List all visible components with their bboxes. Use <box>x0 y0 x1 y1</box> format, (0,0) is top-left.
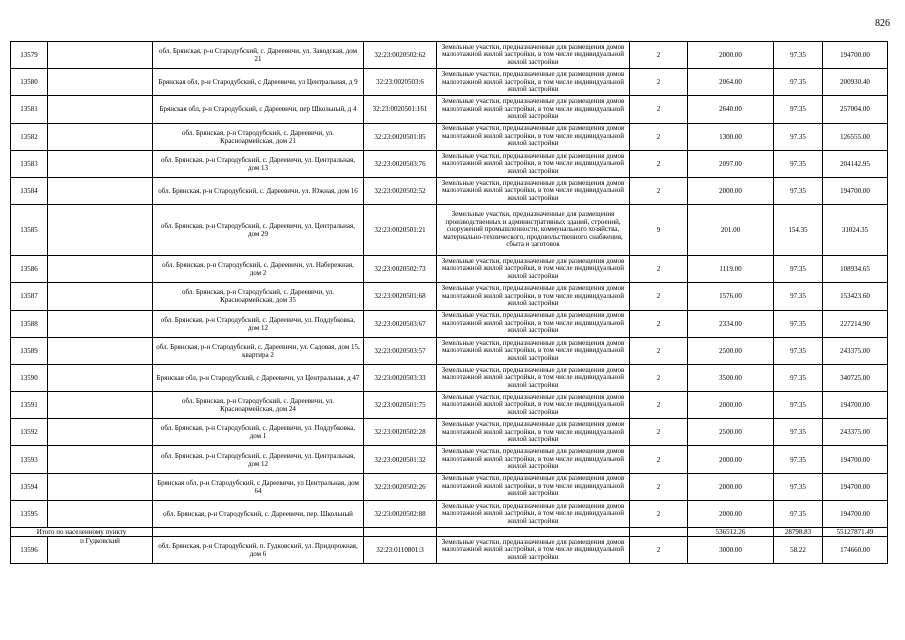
cadastral-number-cell: 32:23:0020503:33 <box>364 364 437 391</box>
area-cell: 2500.00 <box>688 337 774 364</box>
purpose-cell: Земельные участки, предназначенные для размещения домов малоэтажной жилой застройки, в том числе индивидуальной жилой застройки <box>437 473 630 500</box>
group-cell: 2 <box>630 96 688 123</box>
table-row <box>11 177 888 204</box>
table-row <box>11 283 888 310</box>
table-row <box>11 96 888 123</box>
area-cell: 2640.00 <box>688 96 774 123</box>
cadastral-value-cell: 153423.60 <box>823 283 888 310</box>
table-row <box>11 256 888 283</box>
area-cell: 2000.00 <box>688 473 774 500</box>
rate-cell: 97.35 <box>774 42 823 69</box>
area-cell: 2097.00 <box>688 150 774 177</box>
group-cell: 2 <box>630 150 688 177</box>
blank-cell <box>437 528 630 537</box>
table-row <box>11 364 888 391</box>
group-cell: 2 <box>630 473 688 500</box>
cadastral-number-cell: 32:23:0020502:88 <box>364 500 437 527</box>
blank-cell <box>48 283 153 310</box>
rate-cell: 97.35 <box>774 150 823 177</box>
purpose-cell: Земельные участки, предназначенные для размещения домов малоэтажной жилой застройки, в том числе индивидуальной жилой застройки <box>437 177 630 204</box>
area-cell: 2000.00 <box>688 500 774 527</box>
address-cell: обл. Брянская, р-н Стародубский, с. Дареевичи, ул. Поддубковка, дом 12 <box>153 310 364 337</box>
blank-cell <box>48 96 153 123</box>
group-cell: 2 <box>630 446 688 473</box>
cadastral-number-cell: 32:23:0020501:68 <box>364 283 437 310</box>
group-cell: 2 <box>630 283 688 310</box>
cadastral-number-cell: 32:23:0020502:52 <box>364 177 437 204</box>
group-cell: 2 <box>630 537 688 564</box>
address-cell: обл. Брянская, р-н Стародубский, с. Дареевичи, ул. Красноармейская, дом 24 <box>153 392 364 419</box>
record-number-cell: 13587 <box>11 283 48 310</box>
area-cell: 2000.00 <box>688 446 774 473</box>
cadastral-number-cell: 32:23:0020501:161 <box>364 96 437 123</box>
cadastral-value-cell: 194700.00 <box>823 500 888 527</box>
group-cell: 2 <box>630 500 688 527</box>
table-row <box>11 205 888 256</box>
group-cell: 2 <box>630 310 688 337</box>
address-cell: обл. Брянская, р-н Стародубский, с. Дареевичи, пер. Школьный <box>153 500 364 527</box>
area-cell: 3500.00 <box>688 364 774 391</box>
cadastral-value-cell: 194700.00 <box>823 446 888 473</box>
address-cell: обл. Брянская, р-н Стародубский, с. Дареевичи, ул. Садовая, дом 15, квартира 2 <box>153 337 364 364</box>
address-cell: обл. Брянская, р-н Стародубский, с. Дареевичи, ул. Южная, дом 16 <box>153 177 364 204</box>
total-value-cell: 55127871.49 <box>823 528 888 537</box>
table-row <box>11 473 888 500</box>
blank-cell <box>48 256 153 283</box>
record-number-cell: 13596 <box>11 537 48 564</box>
rate-cell: 97.35 <box>774 419 823 446</box>
purpose-cell: Земельные участки, предназначенные для размещения домов малоэтажной жилой застройки, в том числе индивидуальной жилой застройки <box>437 96 630 123</box>
table-row <box>11 310 888 337</box>
cadastral-number-cell: 32:23:0020502:73 <box>364 256 437 283</box>
record-number-cell: 13591 <box>11 392 48 419</box>
purpose-cell: Земельные участки, предназначенные для размещения домов малоэтажной жилой застройки, в том числе индивидуальной жилой застройки <box>437 419 630 446</box>
record-number-cell: 13581 <box>11 96 48 123</box>
area-cell: 3000.00 <box>688 537 774 564</box>
rate-cell: 154.35 <box>774 205 823 256</box>
cadastral-number-cell: 32:23:0020501:32 <box>364 446 437 473</box>
cadastral-value-cell: 31024.35 <box>823 205 888 256</box>
record-number-cell: 13583 <box>11 150 48 177</box>
rate-cell: 97.35 <box>774 392 823 419</box>
area-cell: 2064.00 <box>688 69 774 96</box>
record-number-cell: 13593 <box>11 446 48 473</box>
group-cell: 2 <box>630 364 688 391</box>
address-cell: обл. Брянская, р-н Стародубский, с. Дареевичи, ул. Набережная, дом 2 <box>153 256 364 283</box>
purpose-cell: Земельные участки, предназначенные для размещения домов малоэтажной жилой застройки, в том числе индивидуальной жилой застройки <box>437 123 630 150</box>
purpose-cell: Земельные участки, предназначенные для размещения домов малоэтажной жилой застройки, в том числе индивидуальной жилой застройки <box>437 283 630 310</box>
address-cell: Брянская обл, р-н Стародубский, с Дареевичи, пер Школьный, д 4 <box>153 96 364 123</box>
group-cell: 2 <box>630 123 688 150</box>
cadastral-value-cell: 174660.00 <box>823 537 888 564</box>
blank-cell <box>48 205 153 256</box>
rate-cell: 97.35 <box>774 123 823 150</box>
rate-cell: 97.35 <box>774 473 823 500</box>
rate-cell: 97.35 <box>774 96 823 123</box>
address-cell: Брянская обл, р-н Стародубский, с Дареевичи, ул Центральная, дом 64 <box>153 473 364 500</box>
rate-cell: 97.35 <box>774 310 823 337</box>
cadastral-value-cell: 243375.00 <box>823 419 888 446</box>
table-row <box>11 42 888 69</box>
record-number-cell: 13588 <box>11 310 48 337</box>
address-cell: Брянская обл, р-н Стародубский, с Дареевичи, ул Центральная, д 9 <box>153 69 364 96</box>
group-cell: 2 <box>630 392 688 419</box>
cadastral-value-cell: 340725.00 <box>823 364 888 391</box>
group-cell: 9 <box>630 205 688 256</box>
purpose-cell: Земельные участки, предназначенные для размещения домов малоэтажной жилой застройки, в том числе индивидуальной жилой застройки <box>437 42 630 69</box>
blank-cell <box>48 446 153 473</box>
address-cell: обл. Брянская, р-н Стародубский, с. Дареевичи, ул. Поддубковка, дом 1 <box>153 419 364 446</box>
cadastral-number-cell: 32:23:0020501:21 <box>364 205 437 256</box>
address-cell: Брянская обл, р-н Стародубский, с Дареевичи, ул Центральная, д 47 <box>153 364 364 391</box>
group-cell: 2 <box>630 256 688 283</box>
record-number-cell: 13585 <box>11 205 48 256</box>
blank-cell <box>630 528 688 537</box>
area-cell: 2334.00 <box>688 310 774 337</box>
purpose-cell: Земельные участки, предназначенные для размещения производственных и административных зданий, строений, сооружений промышленности, коммунального хозяйства, материально-технического, продовольственного снабжения, сбыта и заготовок <box>437 205 630 256</box>
area-cell: 2000.00 <box>688 392 774 419</box>
registry-table <box>10 41 888 564</box>
cadastral-value-cell: 194700.00 <box>823 42 888 69</box>
rate-cell: 97.35 <box>774 446 823 473</box>
blank-cell <box>153 528 364 537</box>
record-number-cell: 13594 <box>11 473 48 500</box>
purpose-cell: Земельные участки, предназначенные для размещения домов малоэтажной жилой застройки, в том числе индивидуальной жилой застройки <box>437 150 630 177</box>
record-number-cell: 13590 <box>11 364 48 391</box>
cadastral-number-cell: 32:23:0020502:26 <box>364 473 437 500</box>
blank-cell <box>48 42 153 69</box>
address-cell: обл. Брянская, р-н Стародубский, с. Дареевичи, ул. Центральная, дом 12 <box>153 446 364 473</box>
table-row <box>11 419 888 446</box>
table-row <box>11 392 888 419</box>
rate-cell: 97.35 <box>774 256 823 283</box>
address-cell: обл. Брянская, р-н Стародубский, с. Дареевичи, ул. Красноармейская, дом 21 <box>153 123 364 150</box>
record-number-cell: 13586 <box>11 256 48 283</box>
area-cell: 2500.00 <box>688 419 774 446</box>
cadastral-number-cell: 32:23:0020503:67 <box>364 310 437 337</box>
purpose-cell: Земельные участки, предназначенные для размещения домов малоэтажной жилой застройки, в том числе индивидуальной жилой застройки <box>437 537 630 564</box>
blank-cell <box>48 500 153 527</box>
purpose-cell: Земельные участки, предназначенные для размещения домов малоэтажной жилой застройки, в том числе индивидуальной жилой застройки <box>437 310 630 337</box>
blank-cell <box>48 364 153 391</box>
rate-cell: 97.35 <box>774 69 823 96</box>
area-cell: 2000.00 <box>688 42 774 69</box>
blank-cell <box>48 150 153 177</box>
purpose-cell: Земельные участки, предназначенные для размещения домов малоэтажной жилой застройки, в том числе индивидуальной жилой застройки <box>437 256 630 283</box>
locality-name: п Гудковский <box>48 537 153 564</box>
blank-cell <box>48 177 153 204</box>
table-row <box>11 337 888 364</box>
cadastral-value-cell: 200930.40 <box>823 69 888 96</box>
table-row <box>11 500 888 527</box>
record-number-cell: 13584 <box>11 177 48 204</box>
purpose-cell: Земельные участки, предназначенные для размещения домов малоэтажной жилой застройки, в том числе индивидуальной жилой застройки <box>437 446 630 473</box>
purpose-cell: Земельные участки, предназначенные для размещения домов малоэтажной жилой застройки, в том числе индивидуальной жилой застройки <box>437 337 630 364</box>
area-cell: 1300.00 <box>688 123 774 150</box>
record-number-cell: 13595 <box>11 500 48 527</box>
cadastral-value-cell: 194700.00 <box>823 177 888 204</box>
cadastral-value-cell: 194700.00 <box>823 473 888 500</box>
total-row <box>11 528 888 537</box>
record-number-cell: 13589 <box>11 337 48 364</box>
group-cell: 2 <box>630 337 688 364</box>
address-cell: обл. Брянская, р-н Стародубский, с. Дареевичи, ул. Центральная, дом 13 <box>153 150 364 177</box>
record-number-cell: 13579 <box>11 42 48 69</box>
cadastral-number-cell: 32:23:0020503:57 <box>364 337 437 364</box>
cadastral-value-cell: 243375.00 <box>823 337 888 364</box>
cadastral-number-cell: 32:23:0020503:76 <box>364 150 437 177</box>
area-cell: 1119.00 <box>688 256 774 283</box>
cadastral-value-cell: 108934.65 <box>823 256 888 283</box>
cadastral-value-cell: 227214.90 <box>823 310 888 337</box>
group-cell: 2 <box>630 42 688 69</box>
blank-cell <box>48 419 153 446</box>
blank-cell <box>364 528 437 537</box>
table-row <box>11 537 888 564</box>
area-cell: 2000.00 <box>688 177 774 204</box>
purpose-cell: Земельные участки, предназначенные для размещения домов малоэтажной жилой застройки, в том числе индивидуальной жилой застройки <box>437 69 630 96</box>
table-row <box>11 150 888 177</box>
record-number-cell: 13582 <box>11 123 48 150</box>
table-row <box>11 123 888 150</box>
blank-cell <box>48 69 153 96</box>
blank-cell <box>48 473 153 500</box>
table-row <box>11 446 888 473</box>
group-cell: 2 <box>630 177 688 204</box>
area-cell: 201.00 <box>688 205 774 256</box>
cadastral-number-cell: 32:23:0020502:62 <box>364 42 437 69</box>
address-cell: обл. Брянская, р-н Стародубский, с. Дареевичи, ул. Красноармейская, дом 35 <box>153 283 364 310</box>
blank-cell <box>48 310 153 337</box>
total-label: Итого по населенному пункту <box>11 528 153 537</box>
purpose-cell: Земельные участки, предназначенные для размещения домов малоэтажной жилой застройки, в том числе индивидуальной жилой застройки <box>437 364 630 391</box>
rate-cell: 97.35 <box>774 337 823 364</box>
purpose-cell: Земельные участки, предназначенные для размещения домов малоэтажной жилой застройки, в том числе индивидуальной жилой застройки <box>437 392 630 419</box>
record-number-cell: 13592 <box>11 419 48 446</box>
total-rate-cell: 28798.83 <box>774 528 823 537</box>
cadastral-value-cell: 204142.95 <box>823 150 888 177</box>
address-cell: обл. Брянская, р-н Стародубский, с. Дареевичи, ул. Заводская, дом 21 <box>153 42 364 69</box>
cadastral-value-cell: 194700.00 <box>823 392 888 419</box>
cadastral-value-cell: 257004.00 <box>823 96 888 123</box>
cadastral-number-cell: 32:23:0020501:75 <box>364 392 437 419</box>
group-cell: 2 <box>630 419 688 446</box>
group-cell: 2 <box>630 69 688 96</box>
address-cell: обл. Брянская, р-н Стародубский, с. Дареевичи, ул. Центральная, дом 29 <box>153 205 364 256</box>
cadastral-value-cell: 126555.00 <box>823 123 888 150</box>
rate-cell: 97.35 <box>774 364 823 391</box>
rate-cell: 97.35 <box>774 283 823 310</box>
rate-cell: 97.35 <box>774 177 823 204</box>
purpose-cell: Земельные участки, предназначенные для размещения домов малоэтажной жилой застройки, в том числе индивидуальной жилой застройки <box>437 500 630 527</box>
blank-cell <box>48 392 153 419</box>
record-number-cell: 13580 <box>11 69 48 96</box>
rate-cell: 58.22 <box>774 537 823 564</box>
area-cell: 1576.00 <box>688 283 774 310</box>
cadastral-number-cell: 32:23:0020502:28 <box>364 419 437 446</box>
address-cell: обл. Брянская, р-н Стародубский, п. Гудковский, ул. Придорожная, дом 6 <box>153 537 364 564</box>
blank-cell <box>48 337 153 364</box>
cadastral-number-cell: 32:23:0020503:6 <box>364 69 437 96</box>
cadastral-number-cell: 32:23:0020501:85 <box>364 123 437 150</box>
blank-cell <box>48 123 153 150</box>
rate-cell: 97.35 <box>774 500 823 527</box>
page-number: 826 <box>875 18 890 29</box>
cadastral-number-cell: 32:23:0110801:3 <box>364 537 437 564</box>
table-row <box>11 69 888 96</box>
total-area-cell: 536512.26 <box>688 528 774 537</box>
